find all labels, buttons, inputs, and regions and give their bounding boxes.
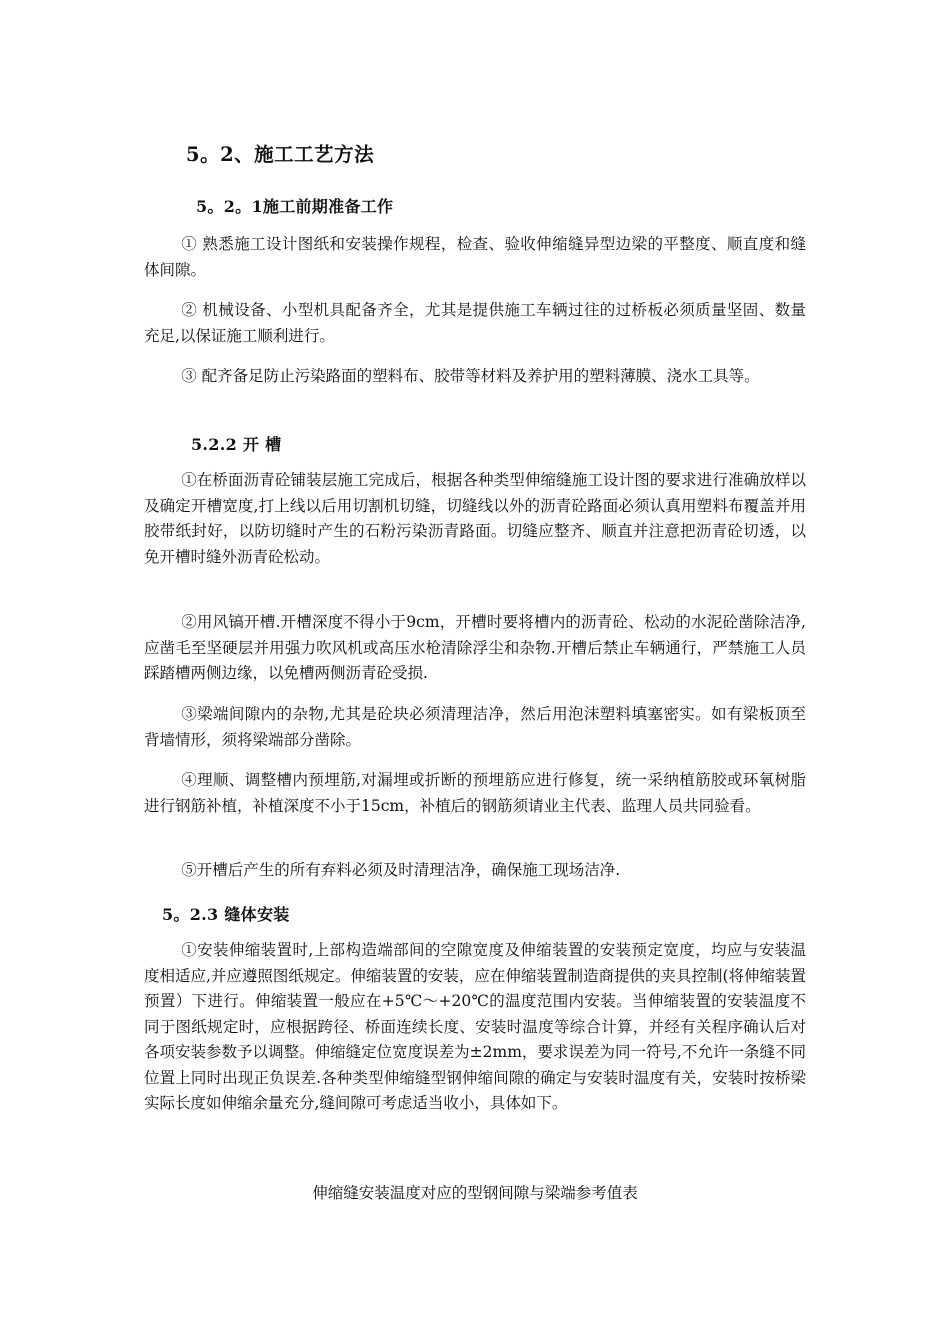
paragraph: ⑤开槽后产生的所有弃料必须及时清理洁净，确保施工现场洁净. (181, 861, 621, 879)
paragraph: ④理顺、调整槽内预埋筋,对漏埋或折断的预埋筋应进行修复，统一采纳植筋胶或环氧树脂进行钢筋补植，补植深度不小于15cm，补植后的钢筋须请业主代表、监理人员共同验看。 (144, 771, 806, 815)
paragraph: ③ 配齐备足防止污染路面的塑料布、胶带等材料及养护用的塑料薄膜、浇水工具等。 (181, 367, 760, 385)
subsection-heading-522: 5.2.2 开 槽 (191, 435, 282, 454)
paragraph: ① 熟悉施工设计图纸和安装操作规程，检查、验收伸缩缝异型边梁的平整度、顺直度和缝体间隙。 (144, 235, 806, 279)
section-heading: 5。2、施工工艺方法 (186, 143, 375, 166)
paragraph: ①安装伸缩装置时,上部构造端部间的空隙宽度及伸缩装置的安装预定宽度，均应与安装温度相适应,并应遵照图纸规定。伸缩装置的安装，应在伸缩装置制造商提供的夹具控制(将伸缩装置预置）下进行。伸缩装置一般应在+5℃～+20℃的温度范围内安装。当伸缩装置的安装温度不同于图纸规定时，应根据跨径、桥面连续长度、安装时温度等综合计算，并经有关程序确认后对各项安装参数予以调整。伸缩缝定位宽度误差为±2mm，要求误差为同一符号,不允许一条缝不同位置上同时出现正负误差.各种类型伸缩缝型钢伸缩间隙的确定与安装时温度有关，安装时按桥梁实际长度如伸缩余量充分,缝间隙可考虑适当收小，具体如下。 (144, 941, 806, 1112)
paragraph: ③梁端间隙内的杂物,尤其是砼块必须清理洁净，然后用泡沫塑料填塞密实。如有梁板顶至背墙情形，须将梁端部分凿除。 (144, 705, 806, 749)
subsection-heading-521: 5。2。1施工前期准备工作 (196, 197, 394, 216)
table-caption: 伸缩缝安装温度对应的型钢间隙与梁端参考值表 (312, 1184, 638, 1202)
paragraph: ②用风镐开槽.开槽深度不得小于9cm，开槽时要将槽内的沥青砼、松动的水泥砼凿除洁净,应凿毛至坚硬层并用强力吹风机或高压水枪清除浮尘和杂物.开槽后禁止车辆通行，严禁施工人员踩踏槽两侧边缘，以免槽两侧沥青砼受损. (144, 613, 806, 682)
paragraph: ② 机械设备、小型机具配备齐全，尤其是提供施工车辆过往的过桥板必须质量坚固、数量充足,以保证施工顺利进行。 (144, 301, 806, 345)
paragraph: ①在桥面沥青砼铺装层施工完成后，根据各种类型伸缩缝施工设计图的要求进行准确放样以及确定开槽宽度,打上线以后用切割机切缝，切缝线以外的沥青砼路面必须认真用塑料布覆盖并用胶带纸封好，以防切缝时产生的石粉污染沥青路面。切缝应整齐、顺直并注意把沥青砼切透，以免开槽时缝外沥青砼松动。 (144, 471, 806, 566)
subsection-heading-523: 5。2.3 缝体安装 (162, 905, 290, 924)
